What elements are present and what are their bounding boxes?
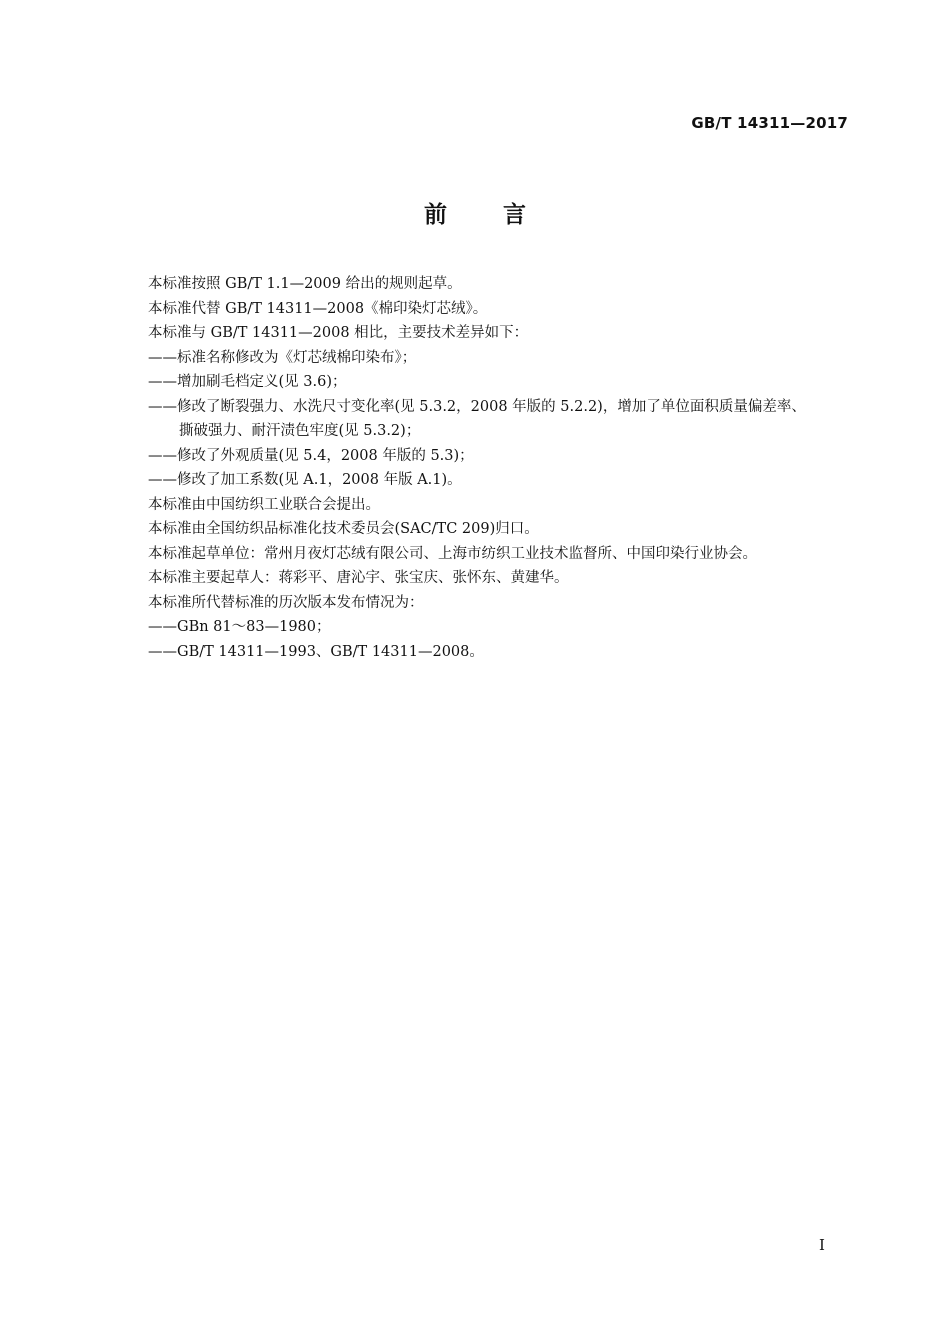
foreword-body: [148, 272, 868, 664]
page-title: 前言: [424, 202, 582, 228]
page-number: I: [819, 1236, 825, 1254]
change-item: ——修改了外观质量(见 5.4，2008 年版的 5.3)；: [148, 447, 474, 464]
foreword-line: 本标准由中国纺织工业联合会提出。: [148, 496, 380, 513]
change-item: ——修改了断裂强力、水洗尺寸变化率(见 5.3.2，2008 年版的 5.2.2)，增加了单位面积质量偏差率、: [148, 398, 806, 415]
change-item: ——标准名称修改为《灯芯绒棉印染布》；: [148, 349, 417, 366]
change-item: ——增加刷毛档定义(见 3.6)；: [148, 374, 347, 390]
foreword-line: 本标准主要起草人：蒋彩平、唐沁宇、张宝庆、张怀东、黄建华。: [148, 570, 569, 586]
foreword-line: 本标准与 GB/T 14311—2008 相比，主要技术差异如下：: [148, 325, 529, 341]
foreword-line: 本标准按照 GB/T 1.1—2009 给出的规则起草。: [148, 276, 462, 292]
version-item: ——GB/T 14311—1993、GB/T 14311—2008。: [148, 643, 484, 660]
foreword-line: 本标准所代替标准的历次版本发布情况为：: [148, 594, 424, 611]
foreword-line: 本标准由全国纺织品标准化技术委员会(SAC/TC 209)归口。: [148, 521, 539, 537]
change-item: ——修改了加工系数(见 A.1，2008 年版 A.1)。: [148, 472, 462, 488]
change-item-continuation: 撕破强力、耐汗渍色牢度(见 5.3.2)；: [179, 423, 421, 439]
version-item: ——GBn 81～83—1980；: [148, 619, 331, 635]
standard-number: GB/T 14311—2017: [691, 114, 848, 132]
foreword-line: 本标准代替 GB/T 14311—2008《棉印染灯芯绒》。: [148, 300, 488, 317]
foreword-line: 本标准起草单位：常州月夜灯芯绒有限公司、上海市纺织工业技术监督所、中国印染行业协会。: [148, 545, 757, 562]
